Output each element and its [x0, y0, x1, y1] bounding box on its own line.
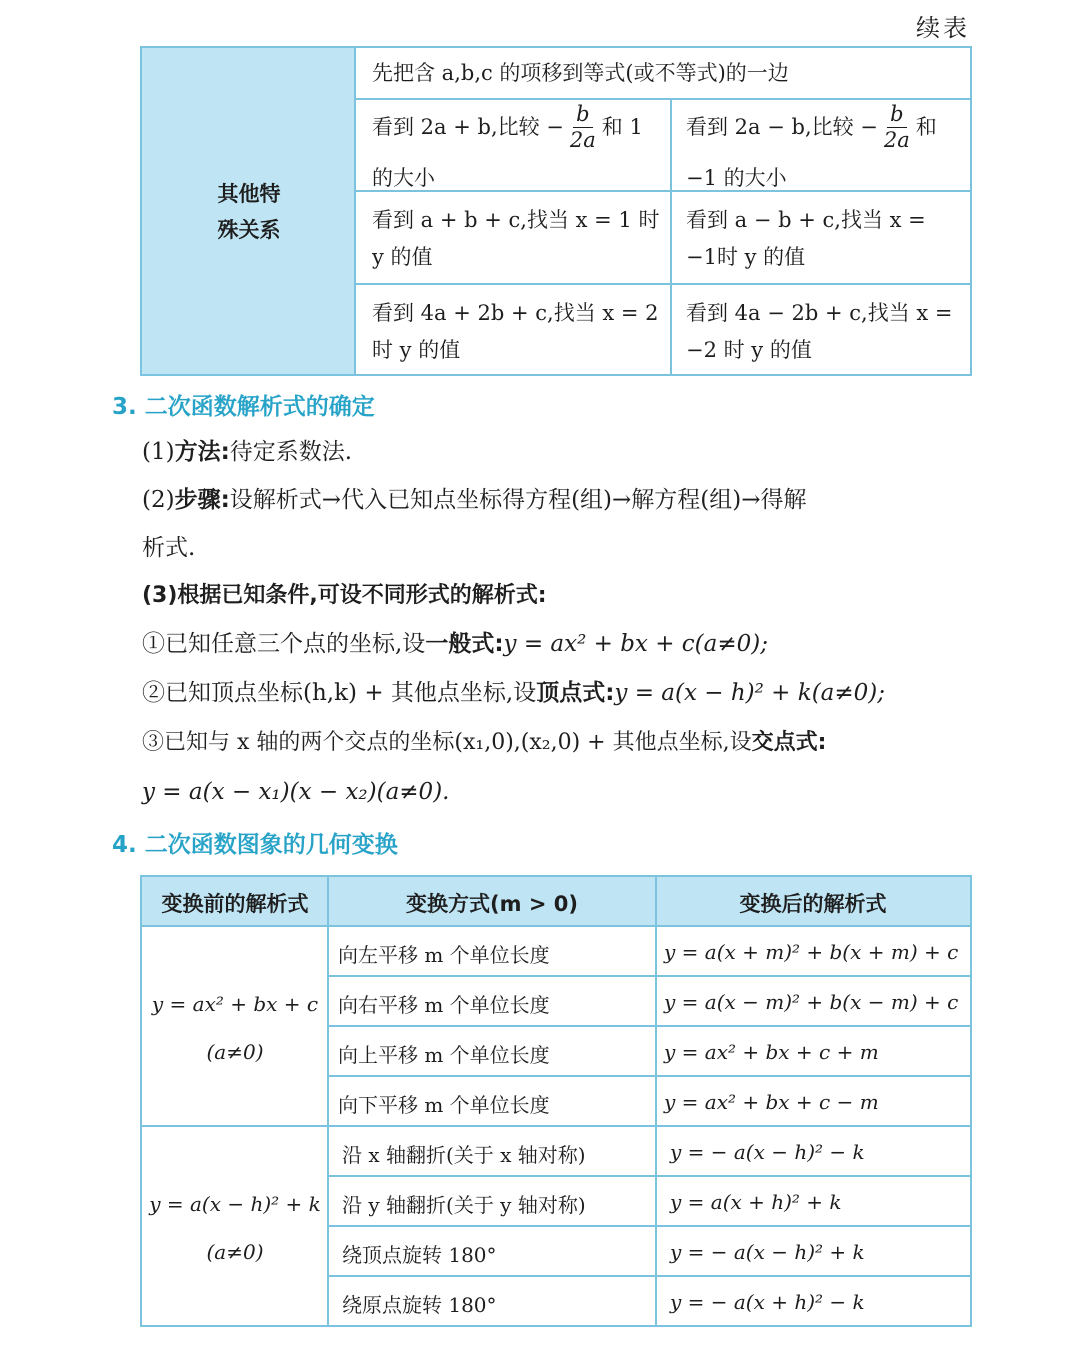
row-divider: [356, 283, 970, 285]
after-shift-up: y = ax² + bx + c + m: [664, 1040, 879, 1064]
fraction: [567, 101, 599, 152]
after-rotate-origin: y = − a(x + h)² − k: [670, 1290, 865, 1314]
bold-term: 步骤:: [174, 487, 230, 513]
bold-term: 方法:: [174, 439, 230, 465]
method-shift-down: 向下平移 m 个单位长度: [338, 1093, 550, 1117]
row-label-line1: 其他特: [217, 182, 281, 206]
header-after: 变换后的解析式: [739, 892, 887, 916]
fraction-denominator: 2a: [569, 127, 596, 152]
cell-4a-minus-2b-plus-c: [686, 295, 952, 369]
paragraph-number: (2): [142, 487, 175, 513]
cell-text: 看到 a + b + c,找当 x = 1 时: [372, 208, 660, 232]
header-method: 变换方式(m > 0): [406, 892, 578, 916]
forms-intro: (3)根据已知条件,可设不同形式的解析式:: [142, 583, 547, 608]
cell-text: 看到 2a − b,比较 −: [686, 114, 878, 139]
method-shift-up: 向上平移 m 个单位长度: [338, 1043, 550, 1067]
bold-term: 一般式:: [425, 631, 504, 657]
fraction-numerator: b: [887, 104, 906, 128]
method-paragraph: [142, 437, 352, 467]
special-relations-table: [140, 46, 972, 376]
method-shift-left: 向左平移 m 个单位长度: [338, 943, 550, 967]
before-vertex-condition: (a≠0): [206, 1240, 264, 1264]
cell-text: 和 1: [601, 114, 643, 139]
after-shift-right: y = a(x − m)² + b(x − m) + c: [664, 990, 959, 1014]
cell-a-plus-b-plus-c: [372, 202, 659, 276]
row-divider: [328, 1175, 970, 1177]
before-general-form: y = ax² + bx + c: [151, 992, 319, 1016]
cell-text: 看到 4a + 2b + c,找当 x = 2: [372, 301, 659, 325]
row-label-line2: 殊关系: [217, 218, 281, 242]
cell-text: 看到 2a + b,比较 −: [372, 114, 564, 139]
cell-text: −1 的大小: [686, 166, 787, 190]
cell-text: −2 时 y 的值: [686, 338, 812, 362]
row-label: [142, 176, 356, 248]
continued-label: 续表: [916, 14, 970, 42]
paragraph-number: (1): [142, 439, 175, 465]
row-divider: [328, 1075, 970, 1077]
steps-paragraph: [142, 485, 807, 515]
fraction: [881, 101, 913, 152]
cell-text: 看到 4a − 2b + c,找当 x =: [686, 301, 953, 325]
after-flip-y: y = a(x + h)² + k: [670, 1190, 842, 1214]
method-rotate-vertex: 绕顶点旋转 180°: [342, 1243, 497, 1267]
vertex-form-item: [142, 678, 885, 708]
fraction-denominator: 2a: [883, 127, 910, 152]
method-flip-y: 沿 y 轴翻折(关于 y 轴对称): [342, 1193, 586, 1217]
paragraph-text: ③已知与 x 轴的两个交点的坐标(x₁,0),(x₂,0) + 其他点坐标,设: [142, 730, 752, 755]
paragraph-text: 设解析式→代入已知点坐标得方程(组)→解方程(组)→得解: [229, 487, 807, 513]
after-flip-x: y = − a(x − h)² − k: [670, 1140, 865, 1164]
steps-paragraph-cont: 析式.: [142, 535, 196, 561]
cell-move-terms: 先把含 a,b,c 的项移到等式(或不等式)的一边: [372, 61, 789, 85]
section-3-heading: 3. 二次函数解析式的确定: [112, 394, 375, 420]
cell-text: 和: [915, 114, 937, 139]
cell-text: −1时 y 的值: [686, 245, 806, 269]
intercept-form-item: [142, 728, 826, 758]
paragraph-text: 待定系数法.: [229, 439, 353, 465]
transform-table: [140, 875, 972, 1327]
method-rotate-origin: 绕原点旋转 180°: [342, 1293, 497, 1317]
after-shift-down: y = ax² + bx + c − m: [664, 1090, 879, 1114]
before-general-condition: (a≠0): [206, 1040, 264, 1064]
row-divider: [142, 1125, 970, 1127]
header-before: 变换前的解析式: [161, 892, 309, 916]
row-divider: [328, 1275, 970, 1277]
formula: y = ax² + bx + c(a≠0);: [503, 631, 768, 657]
cell-text: 看到 a − b + c,找当 x =: [686, 208, 926, 232]
method-flip-x: 沿 x 轴翻折(关于 x 轴对称): [342, 1143, 586, 1167]
row-divider: [328, 1025, 970, 1027]
column-divider: [655, 877, 657, 1325]
cell-4a-plus-2b-plus-c: [372, 295, 659, 369]
fraction-numerator: b: [573, 104, 592, 128]
cell-text: 的大小: [372, 166, 435, 190]
after-shift-left: y = a(x + m)² + b(x + m) + c: [664, 940, 959, 964]
column-divider: [670, 98, 672, 374]
method-shift-right: 向右平移 m 个单位长度: [338, 993, 550, 1017]
cell-2a-minus-b: [686, 102, 966, 197]
cell-2a-plus-b: [372, 102, 662, 197]
bold-term: 交点式:: [751, 730, 827, 755]
paragraph-text: ②已知顶点坐标(h,k) + 其他点坐标,设: [142, 680, 537, 706]
section-4-heading: 4. 二次函数图象的几何变换: [112, 832, 398, 858]
cell-text: y 的值: [372, 245, 433, 269]
formula: y = a(x − h)² + k(a≠0);: [614, 680, 886, 706]
after-rotate-vertex: y = − a(x − h)² + k: [670, 1240, 865, 1264]
row-divider: [328, 1225, 970, 1227]
intercept-formula: y = a(x − x₁)(x − x₂)(a≠0).: [142, 779, 450, 805]
general-form-item: [142, 629, 768, 659]
cell-text: 时 y 的值: [372, 338, 461, 362]
before-vertex-form: y = a(x − h)² + k: [149, 1192, 321, 1216]
paragraph-text: ①已知任意三个点的坐标,设: [142, 631, 426, 657]
row-divider: [142, 925, 970, 927]
cell-a-minus-b-plus-c: [686, 202, 926, 276]
row-divider: [356, 98, 970, 100]
bold-term: 顶点式:: [536, 680, 615, 706]
row-divider: [328, 975, 970, 977]
